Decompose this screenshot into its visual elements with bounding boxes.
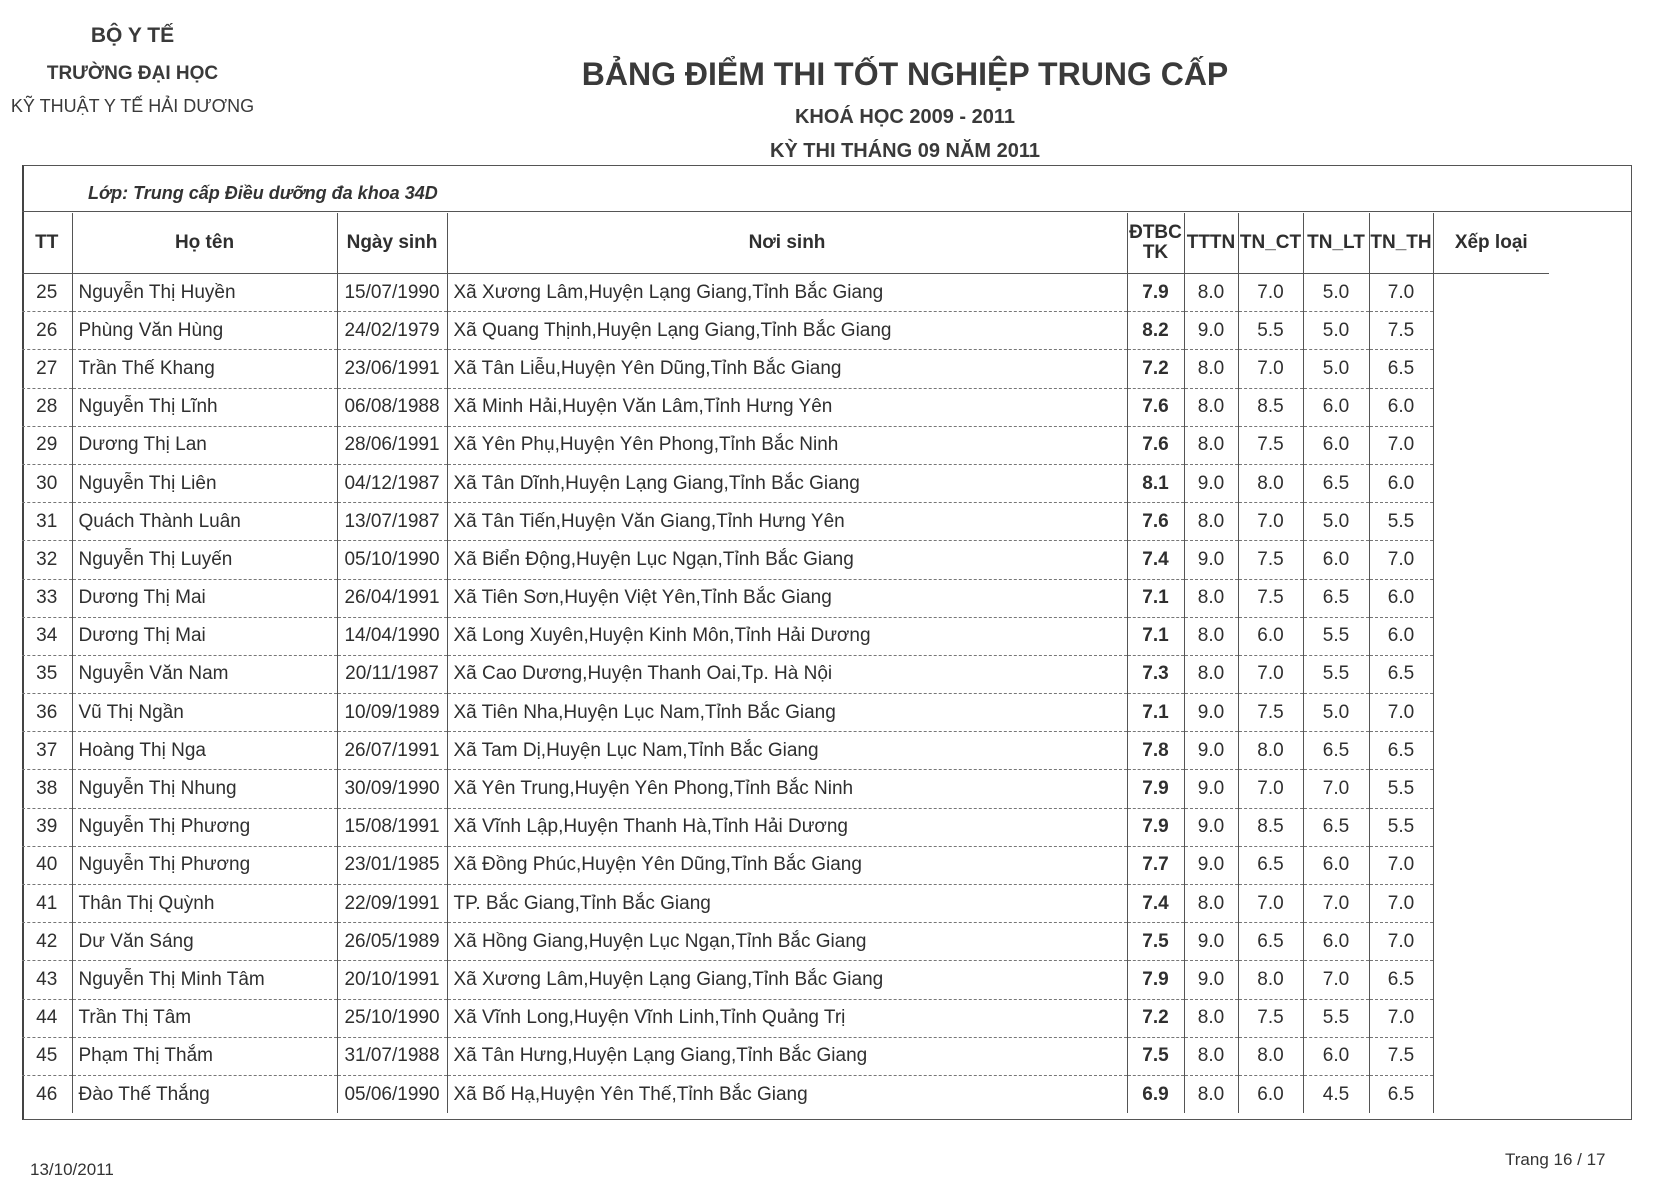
cell-name: Phùng Văn Hùng [72,312,337,350]
page-number: Trang 16 / 17 [1505,1150,1606,1169]
cell-xep-loai [1433,655,1549,693]
table-row [22,464,1549,502]
cell-tn-ct: 8.0 [1238,732,1303,770]
cell-xep-loai [1433,1075,1549,1113]
cell-dob: 24/02/1979 [337,312,447,350]
cell-dob: 20/11/1987 [337,655,447,693]
cell-place: Xã Tân Liễu,Huyện Yên Dũng,Tỉnh Bắc Giang [447,350,1127,388]
cell-tn-lt: 6.0 [1303,1037,1369,1075]
cell-dob: 22/09/1991 [337,885,447,923]
cell-place: Xã Hồng Giang,Huyện Lục Ngạn,Tỉnh Bắc Giang [447,923,1127,961]
col-header-tt: TT [22,213,72,274]
cell-tttn: 8.0 [1184,1075,1238,1113]
table-row [22,885,1549,923]
table-row [22,732,1549,770]
table-row [22,579,1549,617]
cell-place: Xã Xương Lâm,Huyện Lạng Giang,Tỉnh Bắc Giang [447,274,1127,312]
cell-tt: 29 [22,426,72,464]
cell-dob: 15/07/1990 [337,274,447,312]
table-row [22,655,1549,693]
cell-tttn: 8.0 [1184,885,1238,923]
cell-tttn: 8.0 [1184,426,1238,464]
cell-dtbc: 7.9 [1127,961,1184,999]
cell-tt: 40 [22,846,72,884]
cell-tttn: 8.0 [1184,503,1238,541]
cell-dtbc: 7.6 [1127,426,1184,464]
cell-dob: 14/04/1990 [337,617,447,655]
cell-name: Nguyễn Thị Lĩnh [72,388,337,426]
col-header-tn-lt: TN_LT [1303,213,1369,274]
cell-dob: 28/06/1991 [337,426,447,464]
cell-dob: 15/08/1991 [337,808,447,846]
table-row [22,541,1549,579]
cell-tn-ct: 5.5 [1238,312,1303,350]
cell-tttn: 8.0 [1184,350,1238,388]
table-row [22,846,1549,884]
cell-tt: 32 [22,541,72,579]
cell-tt: 26 [22,312,72,350]
cell-tn-ct: 6.5 [1238,846,1303,884]
cell-place: Xã Cao Dương,Huyện Thanh Oai,Tp. Hà Nội [447,655,1127,693]
cell-dtbc: 7.6 [1127,388,1184,426]
cell-dob: 30/09/1990 [337,770,447,808]
cell-tt: 36 [22,694,72,732]
cell-tn-ct: 8.0 [1238,464,1303,502]
cell-tt: 28 [22,388,72,426]
cell-tn-th: 7.0 [1369,541,1433,579]
cell-xep-loai [1433,541,1549,579]
cell-tn-th: 7.0 [1369,846,1433,884]
cell-tttn: 8.0 [1184,1037,1238,1075]
table-row [22,694,1549,732]
cell-tt: 35 [22,655,72,693]
cell-tn-ct: 7.0 [1238,350,1303,388]
cell-place: Xã Vĩnh Long,Huyện Vĩnh Linh,Tỉnh Quảng Trị [447,999,1127,1037]
cell-dob: 05/10/1990 [337,541,447,579]
col-header-dob: Ngày sinh [337,213,447,274]
cell-dob: 31/07/1988 [337,1037,447,1075]
cell-dtbc: 6.9 [1127,1075,1184,1113]
cell-name: Dương Thị Mai [72,617,337,655]
cell-dob: 10/09/1989 [337,694,447,732]
cell-place: Xã Tân Hưng,Huyện Lạng Giang,Tỉnh Bắc Giang [447,1037,1127,1075]
cell-tn-ct: 8.0 [1238,961,1303,999]
cell-name: Hoàng Thị Nga [72,732,337,770]
cell-tt: 34 [22,617,72,655]
cell-tn-ct: 8.5 [1238,388,1303,426]
cell-tn-th: 6.5 [1369,1075,1433,1113]
cell-tn-ct: 7.5 [1238,579,1303,617]
cell-tn-lt: 5.0 [1303,274,1369,312]
class-divider [22,211,1632,212]
cell-tn-lt: 7.0 [1303,961,1369,999]
cell-tn-th: 7.0 [1369,694,1433,732]
cell-dtbc: 7.6 [1127,503,1184,541]
cell-xep-loai [1433,808,1549,846]
cell-dob: 06/08/1988 [337,388,447,426]
cell-dtbc: 7.3 [1127,655,1184,693]
cell-name: Nguyễn Thị Nhung [72,770,337,808]
cell-tn-ct: 7.0 [1238,274,1303,312]
cell-name: Nguyễn Thị Luyến [72,541,337,579]
course-subtitle: KHOÁ HỌC 2009 - 2011 [794,106,1016,128]
cell-tn-ct: 7.5 [1238,426,1303,464]
cell-xep-loai [1433,732,1549,770]
cell-tn-th: 6.0 [1369,388,1433,426]
cell-place: Xã Vĩnh Lập,Huyện Thanh Hà,Tỉnh Hải Dương [447,808,1127,846]
cell-tn-ct: 6.0 [1238,617,1303,655]
cell-tn-th: 6.5 [1369,350,1433,388]
cell-tn-lt: 6.0 [1303,426,1369,464]
cell-xep-loai [1433,1037,1549,1075]
cell-xep-loai [1433,503,1549,541]
cell-place: Xã Xương Lâm,Huyện Lạng Giang,Tỉnh Bắc Giang [447,961,1127,999]
cell-tn-lt: 6.0 [1303,846,1369,884]
cell-tttn: 9.0 [1184,694,1238,732]
cell-dtbc: 7.4 [1127,885,1184,923]
cell-tt: 33 [22,579,72,617]
cell-tttn: 9.0 [1184,923,1238,961]
cell-tn-ct: 7.5 [1238,541,1303,579]
cell-tn-lt: 6.5 [1303,579,1369,617]
cell-dob: 26/04/1991 [337,579,447,617]
cell-tn-lt: 6.5 [1303,464,1369,502]
table-row [22,388,1549,426]
cell-name: Quách Thành Luân [72,503,337,541]
ministry-name: BỘ Y TẾ [90,24,175,47]
cell-tn-th: 7.5 [1369,1037,1433,1075]
cell-name: Nguyễn Thị Huyền [72,274,337,312]
cell-dob: 05/06/1990 [337,1075,447,1113]
cell-name: Trần Thế Khang [72,350,337,388]
cell-tn-lt: 6.0 [1303,541,1369,579]
cell-tn-lt: 5.0 [1303,503,1369,541]
cell-dob: 04/12/1987 [337,464,447,502]
university-name-line2: KỸ THUẬT Y TẾ HẢI DƯƠNG [10,96,255,116]
cell-dtbc: 7.7 [1127,846,1184,884]
cell-tn-lt: 6.0 [1303,388,1369,426]
cell-tttn: 8.0 [1184,274,1238,312]
cell-dob: 26/05/1989 [337,923,447,961]
cell-tn-th: 5.5 [1369,808,1433,846]
cell-name: Thân Thị Quỳnh [72,885,337,923]
col-header-tn-th: TN_TH [1369,213,1433,274]
cell-place: Xã Tiên Nha,Huyện Lục Nam,Tỉnh Bắc Giang [447,694,1127,732]
table-header-row [22,213,1549,274]
cell-xep-loai [1433,961,1549,999]
cell-tn-th: 7.0 [1369,426,1433,464]
cell-tn-th: 6.0 [1369,617,1433,655]
table-row [22,808,1549,846]
cell-dtbc: 7.1 [1127,617,1184,655]
cell-xep-loai [1433,464,1549,502]
document-title: BẢNG ĐIỂM THI TỐT NGHIỆP TRUNG CẤP [581,56,1229,92]
cell-name: Nguyễn Thị Phương [72,808,337,846]
table-row [22,923,1549,961]
cell-tt: 31 [22,503,72,541]
cell-place: Xã Yên Trung,Huyện Yên Phong,Tỉnh Bắc Ninh [447,770,1127,808]
cell-tn-lt: 5.0 [1303,312,1369,350]
cell-tn-ct: 8.5 [1238,808,1303,846]
table-row [22,1037,1549,1075]
cell-tttn: 9.0 [1184,846,1238,884]
cell-tt: 39 [22,808,72,846]
table-row [22,617,1549,655]
cell-dtbc: 7.2 [1127,350,1184,388]
cell-name: Dương Thị Lan [72,426,337,464]
cell-tt: 42 [22,923,72,961]
cell-tttn: 9.0 [1184,732,1238,770]
cell-tn-ct: 7.0 [1238,503,1303,541]
cell-tn-th: 6.5 [1369,732,1433,770]
cell-place: Xã Tân Dĩnh,Huyện Lạng Giang,Tỉnh Bắc Giang [447,464,1127,502]
cell-place: TP. Bắc Giang,Tỉnh Bắc Giang [447,885,1127,923]
cell-tn-th: 6.5 [1369,655,1433,693]
col-header-dtbc [1127,213,1184,274]
cell-xep-loai [1433,617,1549,655]
cell-name: Đào Thế Thắng [72,1075,337,1113]
cell-tt: 30 [22,464,72,502]
cell-dob: 26/07/1991 [337,732,447,770]
cell-tn-th: 6.0 [1369,579,1433,617]
cell-tn-lt: 6.5 [1303,808,1369,846]
cell-tn-th: 5.5 [1369,770,1433,808]
cell-dtbc: 7.8 [1127,732,1184,770]
cell-tt: 41 [22,885,72,923]
grades-table [22,213,1549,1113]
cell-xep-loai [1433,694,1549,732]
cell-name: Nguyễn Thị Liên [72,464,337,502]
cell-dtbc: 7.5 [1127,1037,1184,1075]
col-header-place: Nơi sinh [447,213,1127,274]
cell-tttn: 8.0 [1184,579,1238,617]
cell-name: Phạm Thị Thắm [72,1037,337,1075]
cell-tttn: 9.0 [1184,464,1238,502]
cell-tn-th: 7.0 [1369,923,1433,961]
cell-tt: 43 [22,961,72,999]
cell-tn-th: 6.0 [1369,464,1433,502]
cell-tttn: 9.0 [1184,541,1238,579]
cell-tt: 37 [22,732,72,770]
cell-place: Xã Đồng Phúc,Huyện Yên Dũng,Tỉnh Bắc Giang [447,846,1127,884]
cell-dob: 25/10/1990 [337,999,447,1037]
cell-place: Xã Biển Động,Huyện Lục Ngạn,Tỉnh Bắc Giang [447,541,1127,579]
table-row [22,503,1549,541]
cell-tn-lt: 5.5 [1303,655,1369,693]
cell-xep-loai [1433,770,1549,808]
cell-place: Xã Tiên Sơn,Huyện Việt Yên,Tỉnh Bắc Giang [447,579,1127,617]
cell-xep-loai [1433,350,1549,388]
cell-tn-ct: 7.5 [1238,999,1303,1037]
cell-xep-loai [1433,274,1549,312]
cell-tn-lt: 4.5 [1303,1075,1369,1113]
cell-name: Vũ Thị Ngần [72,694,337,732]
table-row [22,274,1549,312]
cell-place: Xã Bố Hạ,Huyện Yên Thế,Tỉnh Bắc Giang [447,1075,1127,1113]
cell-tttn: 8.0 [1184,999,1238,1037]
cell-place: Xã Tam Dị,Huyện Lục Nam,Tỉnh Bắc Giang [447,732,1127,770]
col-header-dtbc-line1: ĐTBC [1129,222,1182,244]
cell-name: Dư Văn Sáng [72,923,337,961]
cell-dtbc: 7.9 [1127,274,1184,312]
cell-tn-lt: 5.0 [1303,694,1369,732]
cell-tt: 27 [22,350,72,388]
cell-name: Nguyễn Thị Minh Tâm [72,961,337,999]
exam-subtitle: KỲ THI THÁNG 09 NĂM 2011 [769,140,1041,162]
class-label: Lớp: Trung cấp Điều dưỡng đa khoa 34D [88,183,438,203]
cell-tttn: 8.0 [1184,617,1238,655]
university-name-line1: TRƯỜNG ĐẠI HỌC [46,63,219,84]
cell-tt: 46 [36,1083,58,1105]
table-row [22,350,1549,388]
cell-tn-ct: 6.0 [1238,1075,1303,1113]
cell-tn-lt: 5.5 [1303,999,1369,1037]
table-row [22,312,1549,350]
cell-name: Nguyễn Thị Phương [72,846,337,884]
cell-dtbc: 8.2 [1127,312,1184,350]
cell-dtbc: 7.5 [1127,923,1184,961]
col-header-tn-ct: TN_CT [1238,213,1303,274]
col-header-name: Họ tên [72,213,337,274]
cell-place: Xã Quang Thịnh,Huyện Lạng Giang,Tỉnh Bắc Giang [447,312,1127,350]
cell-name: Nguyễn Văn Nam [72,655,337,693]
cell-dtbc: 7.1 [1127,694,1184,732]
cell-xep-loai [1433,846,1549,884]
table-row [22,426,1549,464]
cell-dtbc: 7.2 [1127,999,1184,1037]
cell-tttn: 9.0 [1184,312,1238,350]
cell-tn-lt: 7.0 [1303,885,1369,923]
cell-tttn: 8.0 [1184,388,1238,426]
cell-xep-loai [1433,426,1549,464]
cell-dtbc: 8.1 [1127,464,1184,502]
cell-tn-ct: 7.0 [1238,885,1303,923]
cell-dtbc: 7.1 [1127,579,1184,617]
cell-dob: 23/06/1991 [337,350,447,388]
col-header-xep-loai: Xếp loại [1433,213,1549,274]
cell-dtbc: 7.9 [1127,808,1184,846]
cell-xep-loai [1433,312,1549,350]
cell-place: Xã Minh Hải,Huyện Văn Lâm,Tỉnh Hưng Yên [447,388,1127,426]
col-header-dtbc-line2: TK [1142,242,1169,263]
table-row [22,770,1549,808]
print-date: 13/10/2011 [30,1160,114,1179]
cell-xep-loai [1433,999,1549,1037]
cell-dob: 23/01/1985 [337,846,447,884]
cell-tn-th: 6.5 [1369,961,1433,999]
cell-tttn: 9.0 [1184,808,1238,846]
cell-tn-th: 7.5 [1369,312,1433,350]
cell-tn-lt: 6.0 [1303,923,1369,961]
cell-xep-loai [1433,388,1549,426]
cell-xep-loai [1433,923,1549,961]
cell-tt: 38 [22,770,72,808]
cell-dob: 13/07/1987 [337,503,447,541]
cell-place: Xã Long Xuyên,Huyện Kinh Môn,Tỉnh Hải Dương [447,617,1127,655]
cell-tt: 25 [22,274,72,312]
cell-tt: 45 [22,1037,72,1075]
cell-tn-lt: 5.5 [1303,617,1369,655]
cell-tn-lt: 6.5 [1303,732,1369,770]
cell-tn-th: 7.0 [1369,885,1433,923]
cell-dob: 20/10/1991 [337,961,447,999]
cell-tn-lt: 7.0 [1303,770,1369,808]
table-row [22,999,1549,1037]
cell-tn-th: 7.0 [1369,274,1433,312]
cell-tn-lt: 5.0 [1303,350,1369,388]
cell-place: Xã Yên Phụ,Huyện Yên Phong,Tỉnh Bắc Ninh [447,426,1127,464]
cell-dtbc: 7.4 [1127,541,1184,579]
cell-tn-th: 7.0 [1369,999,1433,1037]
cell-xep-loai [1433,885,1549,923]
cell-tn-ct: 6.5 [1238,923,1303,961]
cell-tn-th: 5.5 [1369,503,1433,541]
cell-place: Xã Tân Tiến,Huyện Văn Giang,Tỉnh Hưng Yên [447,503,1127,541]
cell-tttn: 9.0 [1184,770,1238,808]
col-header-tttn: TTTN [1184,213,1238,274]
cell-tn-ct: 7.5 [1238,694,1303,732]
cell-xep-loai [1433,579,1549,617]
cell-tn-ct: 7.0 [1238,655,1303,693]
cell-tttn: 9.0 [1184,961,1238,999]
cell-name: Dương Thị Mai [72,579,337,617]
cell-tn-ct: 7.0 [1238,770,1303,808]
table-row [22,961,1549,999]
cell-tn-ct: 8.0 [1238,1037,1303,1075]
cell-name: Trần Thị Tâm [72,999,337,1037]
cell-tttn: 8.0 [1184,655,1238,693]
cell-tt: 44 [22,999,72,1037]
table-row [22,1075,1549,1113]
cell-dtbc: 7.9 [1127,770,1184,808]
